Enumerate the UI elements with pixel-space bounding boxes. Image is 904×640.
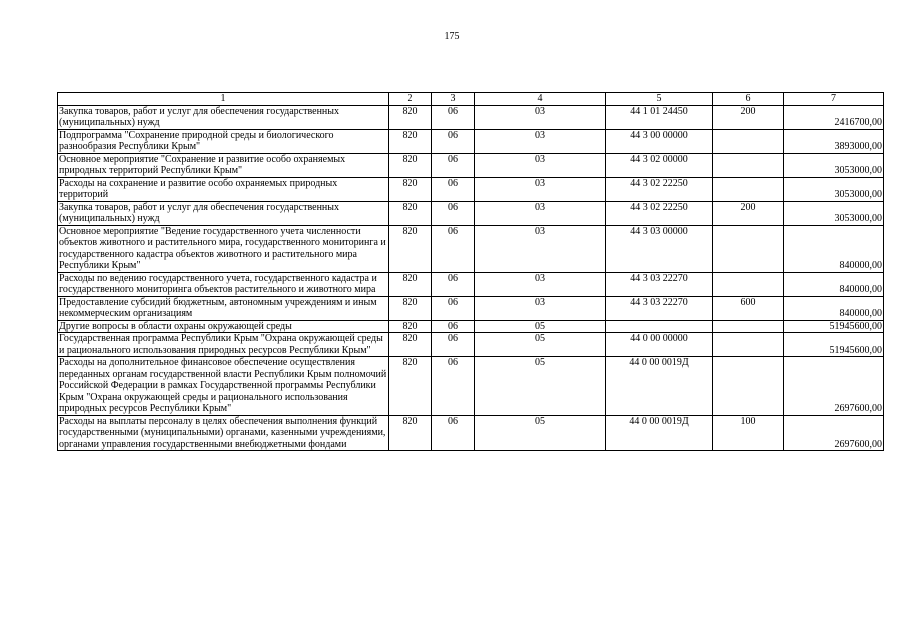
row-amount-cell: 2697600,00 <box>784 415 884 451</box>
row-amount-cell: 3893000,00 <box>784 129 884 153</box>
row-section-cell: 06 <box>432 225 475 272</box>
row-subsection-cell: 05 <box>475 320 606 333</box>
row-expense-type-cell <box>713 272 784 296</box>
table-row <box>58 153 884 177</box>
column-header: 7 <box>784 93 884 106</box>
row-section-cell: 06 <box>432 357 475 416</box>
table-row <box>58 296 884 320</box>
row-grbs-cell: 820 <box>389 357 432 416</box>
row-section-cell: 06 <box>432 415 475 451</box>
budget-table <box>57 92 884 451</box>
row-subsection-cell: 05 <box>475 415 606 451</box>
row-expense-type-cell <box>713 357 784 416</box>
row-name-cell: Расходы на дополнительное финансовое обеспечение осуществления переданных органам государственной власти Республики Крым полномочий Российской Федерации в рамках Государственной программы Республики Крым "Охрана окружающей среды и рационального использования природных ресурсов Республики Крым" <box>58 357 389 416</box>
row-subsection-cell: 03 <box>475 129 606 153</box>
row-expense-type-cell: 600 <box>713 296 784 320</box>
row-amount-cell: 3053000,00 <box>784 153 884 177</box>
row-section-cell: 06 <box>432 272 475 296</box>
row-target-article-cell: 44 0 00 0019Д <box>606 357 713 416</box>
column-header: 5 <box>606 93 713 106</box>
column-header: 3 <box>432 93 475 106</box>
row-grbs-cell: 820 <box>389 105 432 129</box>
row-expense-type-cell <box>713 333 784 357</box>
row-expense-type-cell <box>713 129 784 153</box>
row-grbs-cell: 820 <box>389 153 432 177</box>
row-target-article-cell: 44 0 00 00000 <box>606 333 713 357</box>
row-name-cell: Подпрограмма "Сохранение природной среды и биологического разнообразия Республики Крым" <box>58 129 389 153</box>
row-grbs-cell: 820 <box>389 415 432 451</box>
row-target-article-cell: 44 3 00 00000 <box>606 129 713 153</box>
column-header: 6 <box>713 93 784 106</box>
row-expense-type-cell <box>713 225 784 272</box>
row-amount-cell: 51945600,00 <box>784 333 884 357</box>
row-section-cell: 06 <box>432 320 475 333</box>
row-grbs-cell: 820 <box>389 177 432 201</box>
row-subsection-cell: 03 <box>475 272 606 296</box>
row-name-cell: Закупка товаров, работ и услуг для обеспечения государственных (муниципальных) нужд <box>58 201 389 225</box>
row-amount-cell: 51945600,00 <box>784 320 884 333</box>
row-name-cell: Другие вопросы в области охраны окружающей среды <box>58 320 389 333</box>
row-grbs-cell: 820 <box>389 225 432 272</box>
row-subsection-cell: 03 <box>475 201 606 225</box>
row-expense-type-cell: 100 <box>713 415 784 451</box>
column-header: 1 <box>58 93 389 106</box>
row-subsection-cell: 03 <box>475 296 606 320</box>
row-section-cell: 06 <box>432 333 475 357</box>
row-amount-cell: 840000,00 <box>784 272 884 296</box>
row-amount-cell: 840000,00 <box>784 225 884 272</box>
row-target-article-cell: 44 3 02 22250 <box>606 201 713 225</box>
table-row <box>58 415 884 451</box>
table-body <box>58 105 884 451</box>
page-number: 175 <box>444 31 460 42</box>
row-grbs-cell: 820 <box>389 320 432 333</box>
row-expense-type-cell <box>713 153 784 177</box>
column-header: 2 <box>389 93 432 106</box>
row-name-cell: Предоставление субсидий бюджетным, автономным учреждениям и иным некоммерческим организациям <box>58 296 389 320</box>
table-row <box>58 105 884 129</box>
row-name-cell: Расходы на сохранение и развитие особо охраняемых природных территорий <box>58 177 389 201</box>
row-subsection-cell: 05 <box>475 357 606 416</box>
table-row <box>58 201 884 225</box>
row-expense-type-cell <box>713 320 784 333</box>
row-target-article-cell <box>606 320 713 333</box>
row-section-cell: 06 <box>432 105 475 129</box>
table-header-row <box>58 93 884 106</box>
row-amount-cell: 3053000,00 <box>784 177 884 201</box>
row-grbs-cell: 820 <box>389 333 432 357</box>
table-row <box>58 320 884 333</box>
row-target-article-cell: 44 3 03 22270 <box>606 272 713 296</box>
row-subsection-cell: 03 <box>475 177 606 201</box>
column-header: 4 <box>475 93 606 106</box>
row-section-cell: 06 <box>432 153 475 177</box>
table-row <box>58 357 884 416</box>
row-subsection-cell: 03 <box>475 225 606 272</box>
row-expense-type-cell <box>713 177 784 201</box>
row-grbs-cell: 820 <box>389 296 432 320</box>
row-amount-cell: 3053000,00 <box>784 201 884 225</box>
row-grbs-cell: 820 <box>389 201 432 225</box>
table-row <box>58 129 884 153</box>
row-name-cell: Основное мероприятие "Сохранение и развитие особо охраняемых природных территорий Республики Крым" <box>58 153 389 177</box>
row-amount-cell: 840000,00 <box>784 296 884 320</box>
row-expense-type-cell: 200 <box>713 105 784 129</box>
row-grbs-cell: 820 <box>389 129 432 153</box>
row-target-article-cell: 44 3 03 00000 <box>606 225 713 272</box>
row-amount-cell: 2697600,00 <box>784 357 884 416</box>
row-grbs-cell: 820 <box>389 272 432 296</box>
row-section-cell: 06 <box>432 177 475 201</box>
row-name-cell: Закупка товаров, работ и услуг для обеспечения государственных (муниципальных) нужд <box>58 105 389 129</box>
row-section-cell: 06 <box>432 296 475 320</box>
row-subsection-cell: 03 <box>475 105 606 129</box>
table-row <box>58 333 884 357</box>
row-name-cell: Основное мероприятие "Ведение государственного учета численности объектов животного и растительного мира, государственного мониторинга и государственного кадастра объектов животного и растительного мира Республики Крым" <box>58 225 389 272</box>
row-name-cell: Государственная программа Республики Крым "Охрана окружающей среды и рационального использования природных ресурсов Республики Крым" <box>58 333 389 357</box>
row-subsection-cell: 05 <box>475 333 606 357</box>
row-amount-cell: 2416700,00 <box>784 105 884 129</box>
table-row <box>58 177 884 201</box>
row-target-article-cell: 44 0 00 0019Д <box>606 415 713 451</box>
row-target-article-cell: 44 3 03 22270 <box>606 296 713 320</box>
table-row <box>58 272 884 296</box>
row-name-cell: Расходы по ведению государственного учета, государственного кадастра и государственного мониторинга объектов растительного и животного мира <box>58 272 389 296</box>
row-section-cell: 06 <box>432 129 475 153</box>
table-row <box>58 225 884 272</box>
row-target-article-cell: 44 1 01 24450 <box>606 105 713 129</box>
row-section-cell: 06 <box>432 201 475 225</box>
row-subsection-cell: 03 <box>475 153 606 177</box>
row-expense-type-cell: 200 <box>713 201 784 225</box>
row-target-article-cell: 44 3 02 22250 <box>606 177 713 201</box>
row-name-cell: Расходы на выплаты персоналу в целях обеспечения выполнения функций государственными (муниципальными) органами, казенными учреждениями, органами управления государственными внебюджетными фондами <box>58 415 389 451</box>
row-target-article-cell: 44 3 02 00000 <box>606 153 713 177</box>
